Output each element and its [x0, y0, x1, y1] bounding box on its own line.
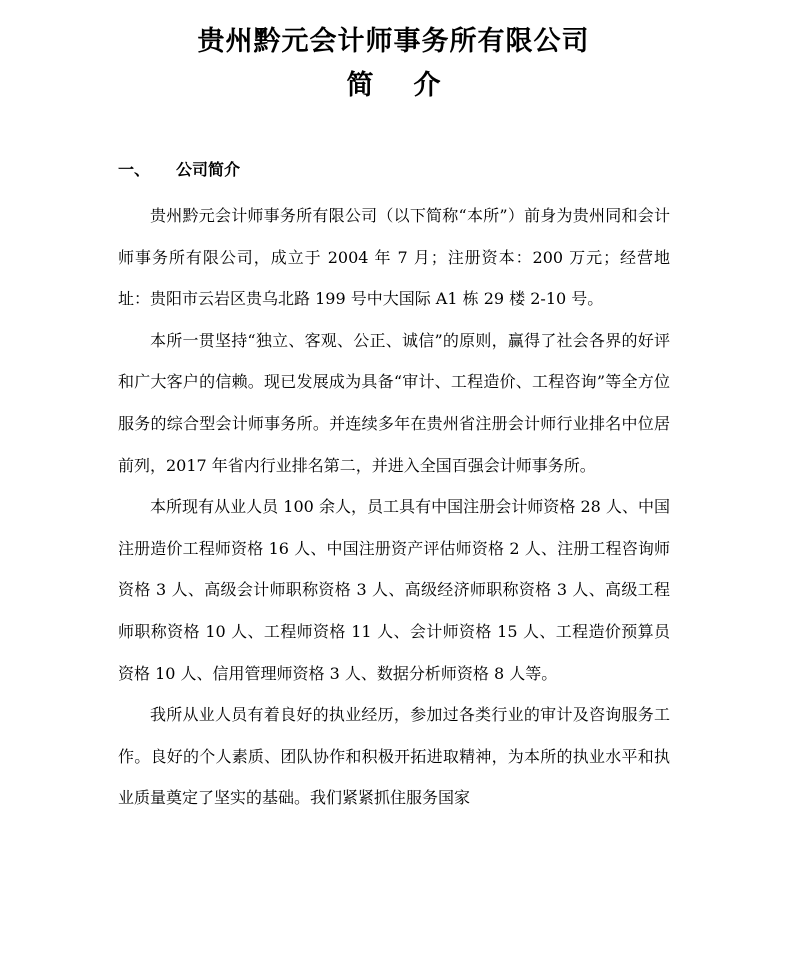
paragraph-1: 贵州黔元会计师事务所有限公司（以下简称“本所”）前身为贵州同和会计师事务所有限公司，成立于 2004 年 7 月；注册资本：200 万元；经营地址：贵阳市云岩区贵乌北路 199 号中大国际 A1 栋 29 楼 2-10 号。 [118, 206, 670, 309]
section-title: 公司简介 [176, 160, 241, 179]
document-subtitle [0, 70, 787, 102]
paragraph-4: 我所从业人员有着良好的执业经历，参加过各类行业的审计及咨询服务工作。良好的个人素质、团队协作和积极开拓进取精神，为本所的执业水平和执业质量奠定了坚实的基础。我们紧紧抓住服务国家 [118, 705, 670, 808]
subtitle-char-right: 介 [413, 70, 441, 101]
document-body [118, 195, 670, 819]
section-number: 一、 [118, 160, 151, 179]
subtitle-char-left: 简 [346, 70, 374, 101]
section-heading [118, 158, 240, 182]
paragraph-2: 本所一贯坚持“独立、客观、公正、诚信”的原则，赢得了社会各界的好评和广大客户的信赖。现已发展成为具备“审计、工程造价、工程咨询”等全方位服务的综合型会计师事务所。并连续多年在贵州省注册会计师行业排名中位居前列，2017 年省内行业排名第二，并进入全国百强会计师事务所。 [118, 330, 670, 475]
document-title: 贵州黔元会计师事务所有限公司 [197, 26, 590, 57]
paragraph-3: 本所现有从业人员 100 余人，员工具有中国注册会计师资格 28 人、中国注册造价工程师资格 16 人、中国注册资产评估师资格 2 人、注册工程咨询师资格 3 人、高级会计师职称资格 3 人、高级经济师职称资格 3 人、高级工程师职称资格 10 人、工程师资格 11 人、会计师资格 15 人、工程造价预算员资格 10 人、信用管理师资格 3 人、数据分析师资格 8 人等。 [118, 497, 670, 683]
